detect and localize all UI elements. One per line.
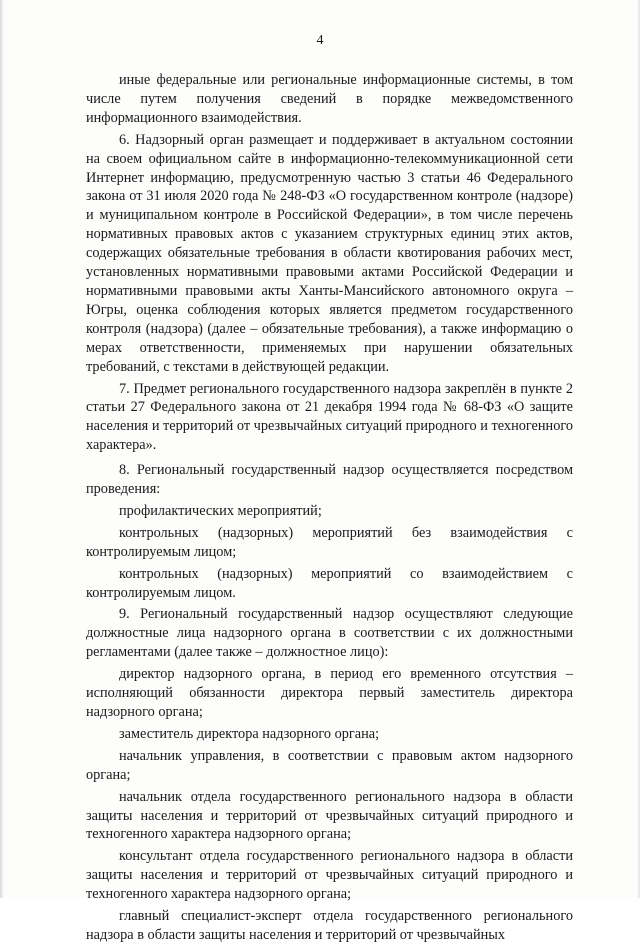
list-item-consultant: консультант отдела государственного регионального надзора в области защиты населения и территорий от чрезвычайных ситуаций природного и техногенного характера надзорного органа; [86,848,573,903]
list-item-chief-specialist: главный специалист-эксперт отдела государственного регионального надзора в области защиты населения и территорий от чрезвычайных [86,908,573,943]
list-item-control-with-interaction: контрольных (надзорных) мероприятий со взаимодействием с контролируемым лицом. [86,565,573,601]
list-item-deputy-director: заместитель директора надзорного органа; [119,725,380,742]
list-item-control-without-interaction: контрольных (надзорных) мероприятий без взаимодействия с контролируемым лицом; [86,524,573,560]
page-number: 4 [316,33,324,48]
paragraph-8: 8. Региональный государственный надзор осуществляется посредством проведения: [86,462,573,498]
list-item-preventive-measures: профилактических мероприятий; [119,502,322,519]
scan-edge-left [0,0,4,898]
list-item-head-of-division: начальник отдела государственного регионального надзора в области защиты населения и территорий от чрезвычайных ситуаций природного и техногенного характера надзорного органа; [86,788,573,843]
paragraph-7: 7. Предмет регионального государственного надзора закреплён в пункте 2 статьи 27 Федерального закона от 21 декабря 1994 года № 68-ФЗ «О защите населения и территорий от чрезвычайных ситуаций природного и техногенного характера». [86,380,573,454]
list-item-director: директор надзорного органа, в период его временного отсутствия – исполняющий обязанности директора первый заместитель директора надзорного органа; [86,666,573,720]
paragraph-9: 9. Региональный государственный надзор осуществляют следующие должностные лица надзорного органа в соответствии с их должностными регламентами (далее также – должностное лицо): [86,606,573,661]
paragraph-6: 6. Надзорный орган размещает и поддерживает в актуальном состоянии на своем официальном сайте в информационно-телекоммуникационной сети Интернет информацию, предусмотренную частью 3 статьи 46 Федерального закона от 31 июля 2020 года № 248-ФЗ «О государственном контроле (надзоре) и муниципальном контроле в Российской Федерации», в том числе перечень нормативных правовых актов с указанием структурных единиц этих актов, содержащих обязательные требования в области квотирования рабочих мест, установленных нормативными правовыми актами Российской Федерации и нормативными правовыми акты Ханты-Мансийского автономного округа – Югры, оценка соблюдения которых является предметом государственного контроля (надзора) (далее – обязательные требования), а также информацию о мерах ответственности, применяемых при нарушении обязательных требований, с текстами в действующей редакции. [86,131,573,375]
body-text [86,71,573,945]
paragraph-intro-continuation: иные федеральные или региональные информационные системы, в том числе путем получения сведений в порядке межведомственного информационного взаимодействия. [86,72,573,126]
list-item-head-of-department: начальник управления, в соответствии с правовым актом надзорного органа; [86,747,573,783]
